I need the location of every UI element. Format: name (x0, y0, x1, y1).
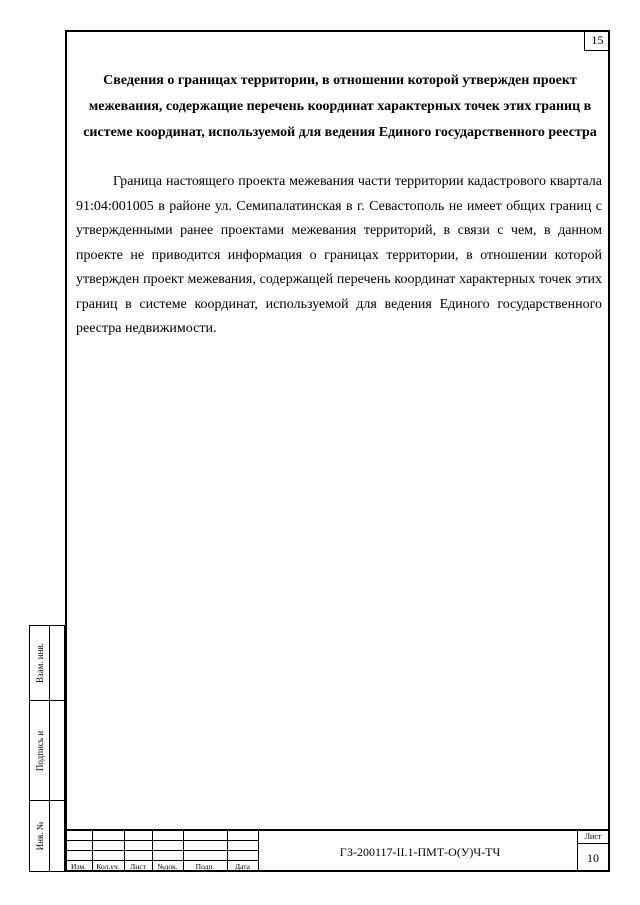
revision-table (65, 831, 258, 872)
col-n-dok: №док. (157, 862, 178, 871)
side-label-podpis: Подпись и (34, 730, 45, 771)
document-code: ГЗ-200117-II.1-ПМТ-О(У)Ч-ТЧ (339, 845, 501, 859)
section-heading: Сведения о границах территории, в отношении которой утвержден проект межевания, содержащие перечень координат характерных точек этих границ в системе координат, используемой для ведения Единого государственного реестра (83, 73, 597, 140)
body-paragraph: Граница настоящего проекта межевания части территории кадастрового квартала 91:04:001005 в районе ул. Семипалатинская в г. Севастополь не имеет общих границ с утвержденными ранее проектами межевания территорий, в связи с чем, в данном проекте не приводится информация о границах территории, в отношении которой утвержден проект межевания, содержащей перечень координат характерных точек этих границ в системе координат, используемой для ведения Единого государственного реестра недвижимости. (76, 174, 602, 336)
sheet-number: 10 (587, 851, 599, 865)
col-list: Лист (130, 862, 146, 871)
col-podp: Подп. (195, 862, 215, 871)
side-label-vzam-inv: Взам. инв. (34, 643, 45, 683)
col-data: Дата (235, 862, 250, 871)
side-cell-podpis (30, 701, 64, 801)
title-block (65, 829, 610, 872)
side-label-inv-no: Инв. № (34, 821, 45, 851)
side-stamp (29, 625, 65, 872)
page-number-top: 15 (584, 31, 610, 51)
sheet-label: Лист (578, 831, 608, 844)
page-frame (65, 30, 610, 872)
sheet-box (577, 831, 608, 872)
side-cell-inv-no (30, 801, 64, 871)
col-izm: Изм. (71, 862, 86, 871)
col-kol-uch: Кол.уч. (96, 862, 120, 871)
side-cell-vzam-inv (30, 626, 64, 701)
